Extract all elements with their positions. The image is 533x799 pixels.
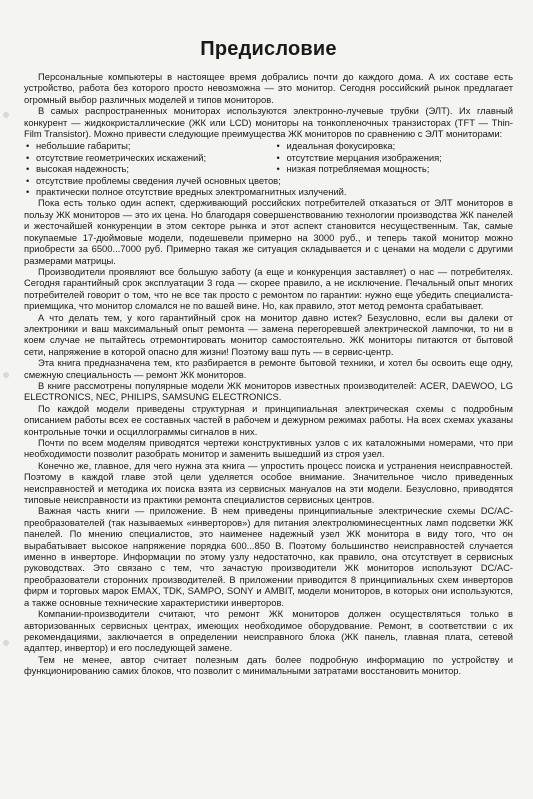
paragraph: Почти по всем моделям приводятся чертежи конструктивных узлов с их каталожными номерами, что при необходимости позволит разобрать монитор и заменить вышедший из строя узел.	[24, 437, 513, 460]
list-item: • идеальная фокусировка;	[275, 140, 514, 151]
paragraph: Производители проявляют все большую заботу (а еще и конкуренция заставляет) о нас — потребителях. Сегодня гарантийный срок эксплуатации 3 года — скорее правило, а не исключение. Печальный опыт многих потребителей говорит о том, что не все так просто с ремонтом по гарантии: нужно еще убедить специалиста-приемщика, что монитор сломался не по вашей вине. Но, как правило, этот метод ремонта срабатывает.	[24, 265, 513, 312]
paragraph: Компании-производители считают, что ремонт ЖК мониторов должен осуществляться только в авторизованных сервисных центрах, имеющих необходимое оборудование. Ремонт, в соответствии с их рекомендациями, заключается в определении неисправного блока (ЖК панель, главная плата, сетевой адаптер, инвертор) и его последующей замене.	[24, 608, 513, 654]
paragraph: А что делать тем, у кого гарантийный срок на монитор давно истек? Безусловно, если вы далеки от электроники и ваш максимальный опыт ремонта — замена перегоревшей электрической лампочки, то ни в коем случае не пытайтесь отремонтировать монитор самостоятельно. ЖК мониторы питаются от бытовой сети, напряжение в которой опасно для жизни! Поэтому ваш путь — в сервис-центр.	[24, 311, 513, 357]
paragraph: Важная часть книги — приложение. В нем приведены принципиальные электрические схемы DC/AC-преобразователей (так называемых «инверторов») для питания электролюминесцентных ламп подсветки ЖК панелей. По мнению специалистов, это наименее надежный узел ЖК монитора в виду того, что он вырабатывает высокое напряжение порядка 600...850 В. Поэтому большинство неисправностей случается именно в инверторе. Информации по этому узлу недостаточно, как правило, она отсутствует в сервисных руководствах. Это связано с тем, что зачастую производители ЖК мониторов используют DC/AC-преобразователи сторонних производителей. В приложении приводится 8 принципиальных схем инверторов фирм и торговых марок EMAX, TDK, SAMPO, SONY и AMBIT, модели мониторов, в которых они используются, а также основные технические характеристики инверторов.	[24, 505, 513, 608]
list-item: • низкая потребляемая мощность;	[275, 163, 514, 174]
paragraph: Пока есть только один аспект, сдерживающий российских потребителей отказаться от ЭЛТ мониторов в пользу ЖК мониторов — это их цена. Но благодаря совершенствованию технологии производства ЖК панелей и жесточайшей конкуренции в этом секторе рынка и этот аспект становится несущественным. Так, самые покупаемые 17-дюймовые модели, подешевели примерно на 3000 руб., и теперь такой монитор можно приобрести за 6500...7000 руб. Примерно такая же ситуация складывается и с ценами на модели с другими размерами матрицы.	[24, 197, 513, 266]
paragraph: По каждой модели приведены структурная и принципиальная электрическая схемы с подробным описанием работы всех ее составных частей в рабочем и дежурном режимах работы. На всех схемах указаны контрольные точки и осциллограммы сигналов в них.	[24, 402, 513, 437]
paragraph: Конечно же, главное, для чего нужна эта книга — упростить процесс поиска и устранения неисправностей. Поэтому в каждой главе этой цели уделяется особое внимание. Значительное число приведенных неисправностей и методика их поиска взята из сервисных мануалов на эти модели. Безусловно, приводятся типовые неисправности из практики ремонта специалистов сервисных центров.	[24, 459, 513, 506]
paragraph: Тем не менее, автор считает полезным дать более подробную информацию по устройству и функционированию самих блоков, что позволит с минимальными затратами восстановить монитор.	[24, 653, 513, 677]
punch-hole	[3, 372, 9, 378]
list-item: • высокая надежность;	[24, 163, 263, 174]
list-item: • отсутствие геометрических искажений;	[24, 152, 263, 163]
page-title: Предисловие	[200, 38, 337, 60]
paragraph: В самых распространенных мониторах используются электронно-лучевые трубки (ЭЛТ). Их главный конкурент — жидкокристаллические (ЖК или LCD) мониторы на тонкопленочных транзисторах (TFT — Thin-Film Transistor). Можно привести следующие преимущества ЖК мониторов по сравнению с ЭЛТ мониторами:	[24, 105, 513, 140]
list-item: • практически полное отсутствие вредных электромагнитных излучений.	[24, 186, 513, 197]
list-item: • небольшие габариты;	[24, 140, 263, 151]
paragraph: В книге рассмотрены популярные модели ЖК мониторов известных производителей: ACER, DAEWOO, LG ELECTRONICS, NEC, PHILIPS, SAMSUNG ELECTRONICS.	[24, 379, 513, 403]
paragraph: Персональные компьютеры в настоящее время добрались почти до каждого дома. А их составе есть устройство, работа без которого просто невозможна — это монитор. Сегодня российский рынок предлагает огромный выбор различных моделей и типов мониторов.	[24, 71, 513, 105]
list-item: • отсутствие проблемы сведения лучей основных цветов;	[24, 175, 513, 186]
punch-hole	[3, 640, 9, 646]
advantages-list	[24, 140, 513, 197]
paragraph: Эта книга предназначена тем, кто разбирается в ремонте бытовой техники, и хотел бы освоить еще одну, смежную специальность — ремонт ЖК мониторов.	[24, 357, 513, 380]
list-item: • отсутствие мерцания изображения;	[275, 152, 514, 163]
punch-hole	[3, 112, 9, 118]
